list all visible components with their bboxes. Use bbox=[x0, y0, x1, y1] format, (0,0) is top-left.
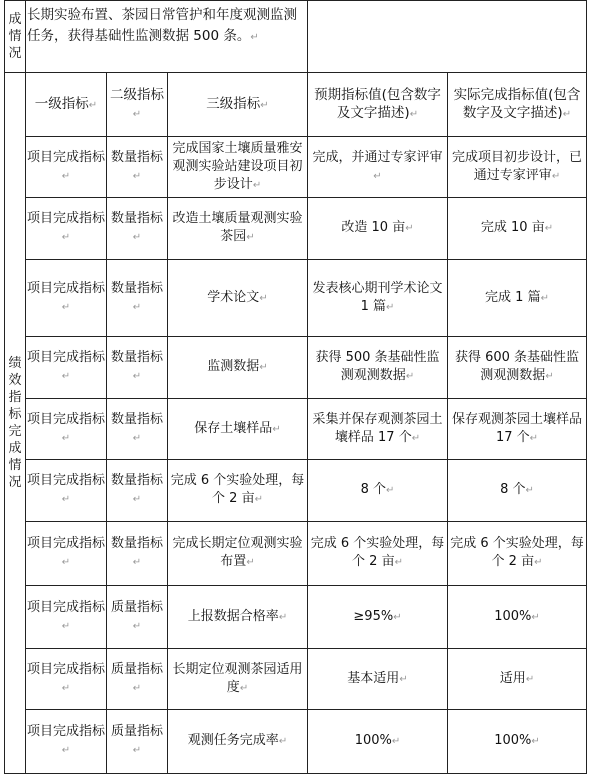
actual-cell: 适用↵ bbox=[448, 649, 587, 710]
table-row bbox=[5, 260, 587, 337]
level3-cell: 长期定位观测茶园适用度↵ bbox=[168, 649, 308, 710]
expected-cell: 获得 500 条基础性监测观测数据↵ bbox=[308, 337, 448, 399]
table-row bbox=[5, 198, 587, 260]
header-expected: 预期指标值(包含数字及文字描述)↵ bbox=[308, 73, 448, 137]
top-section-label: 成情况 bbox=[5, 1, 26, 73]
level3-cell: 完成国家土壤质量雅安观测实验站建设项目初步设计↵ bbox=[168, 137, 308, 198]
header-level2: 二级指标↵ bbox=[107, 73, 168, 137]
perf-section-label: 绩效指标完成情况 bbox=[5, 73, 26, 774]
level2-cell: 数量指标↵ bbox=[107, 198, 168, 260]
actual-cell: 获得 600 条基础性监测观测数据↵ bbox=[448, 337, 587, 399]
top-section-empty bbox=[308, 1, 587, 73]
level1-cell: 项目完成指标↵ bbox=[26, 522, 107, 586]
performance-table bbox=[4, 0, 587, 774]
level2-cell: 数量指标↵ bbox=[107, 337, 168, 399]
expected-cell: 8 个↵ bbox=[308, 460, 448, 522]
level2-cell: 质量指标↵ bbox=[107, 649, 168, 710]
level1-cell: 项目完成指标↵ bbox=[26, 649, 107, 710]
level3-cell: 改造土壤质量观测实验茶园↵ bbox=[168, 198, 308, 260]
expected-cell: 完成 6 个实验处理，每个 2 亩↵ bbox=[308, 522, 448, 586]
table-row bbox=[5, 460, 587, 522]
table-row bbox=[5, 586, 587, 649]
header-level1: 一级指标↵ bbox=[26, 73, 107, 137]
level3-cell: 监测数据↵ bbox=[168, 337, 308, 399]
actual-cell: 保存观测茶园土壤样品 17 个↵ bbox=[448, 399, 587, 460]
top-section-text: 长期实验布置、茶园日常管护和年度观测监测任务，获得基础性监测数据 500 条。↵ bbox=[26, 1, 308, 73]
level1-cell: 项目完成指标↵ bbox=[26, 337, 107, 399]
level2-cell: 质量指标↵ bbox=[107, 586, 168, 649]
expected-cell: ≥95%↵ bbox=[308, 586, 448, 649]
actual-cell: 完成项目初步设计，已通过专家评审↵ bbox=[448, 137, 587, 198]
level1-cell: 项目完成指标↵ bbox=[26, 137, 107, 198]
expected-cell: 100%↵ bbox=[308, 710, 448, 774]
table-row bbox=[5, 137, 587, 198]
level3-cell: 完成 6 个实验处理，每个 2 亩↵ bbox=[168, 460, 308, 522]
expected-cell: 发表核心期刊学术论文 1 篇↵ bbox=[308, 260, 448, 337]
level2-cell: 质量指标↵ bbox=[107, 710, 168, 774]
level3-cell: 学术论文↵ bbox=[168, 260, 308, 337]
table-row bbox=[5, 710, 587, 774]
level3-cell: 完成长期定位观测实验布置↵ bbox=[168, 522, 308, 586]
expected-cell: 采集并保存观测茶园土壤样品 17 个↵ bbox=[308, 399, 448, 460]
level1-cell: 项目完成指标↵ bbox=[26, 399, 107, 460]
level1-cell: 项目完成指标↵ bbox=[26, 198, 107, 260]
table-row bbox=[5, 337, 587, 399]
level2-cell: 数量指标↵ bbox=[107, 522, 168, 586]
table-row bbox=[5, 522, 587, 586]
expected-cell: 完成，并通过专家评审↵ bbox=[308, 137, 448, 198]
header-row bbox=[5, 73, 587, 137]
expected-cell: 改造 10 亩↵ bbox=[308, 198, 448, 260]
level2-cell: 数量指标↵ bbox=[107, 137, 168, 198]
level2-cell: 数量指标↵ bbox=[107, 260, 168, 337]
level3-cell: 观测任务完成率↵ bbox=[168, 710, 308, 774]
level1-cell: 项目完成指标↵ bbox=[26, 586, 107, 649]
header-level3: 三级指标↵ bbox=[168, 73, 308, 137]
top-row bbox=[5, 1, 587, 73]
level2-cell: 数量指标↵ bbox=[107, 460, 168, 522]
level2-cell: 数量指标↵ bbox=[107, 399, 168, 460]
table-row bbox=[5, 649, 587, 710]
level1-cell: 项目完成指标↵ bbox=[26, 260, 107, 337]
actual-cell: 100%↵ bbox=[448, 586, 587, 649]
actual-cell: 8 个↵ bbox=[448, 460, 587, 522]
table-row bbox=[5, 399, 587, 460]
actual-cell: 100%↵ bbox=[448, 710, 587, 774]
actual-cell: 完成 6 个实验处理，每个 2 亩↵ bbox=[448, 522, 587, 586]
expected-cell: 基本适用↵ bbox=[308, 649, 448, 710]
actual-cell: 完成 1 篇↵ bbox=[448, 260, 587, 337]
level1-cell: 项目完成指标↵ bbox=[26, 710, 107, 774]
level3-cell: 上报数据合格率↵ bbox=[168, 586, 308, 649]
actual-cell: 完成 10 亩↵ bbox=[448, 198, 587, 260]
header-actual: 实际完成指标值(包含数字及文字描述)↵ bbox=[448, 73, 587, 137]
level1-cell: 项目完成指标↵ bbox=[26, 460, 107, 522]
level3-cell: 保存土壤样品↵ bbox=[168, 399, 308, 460]
